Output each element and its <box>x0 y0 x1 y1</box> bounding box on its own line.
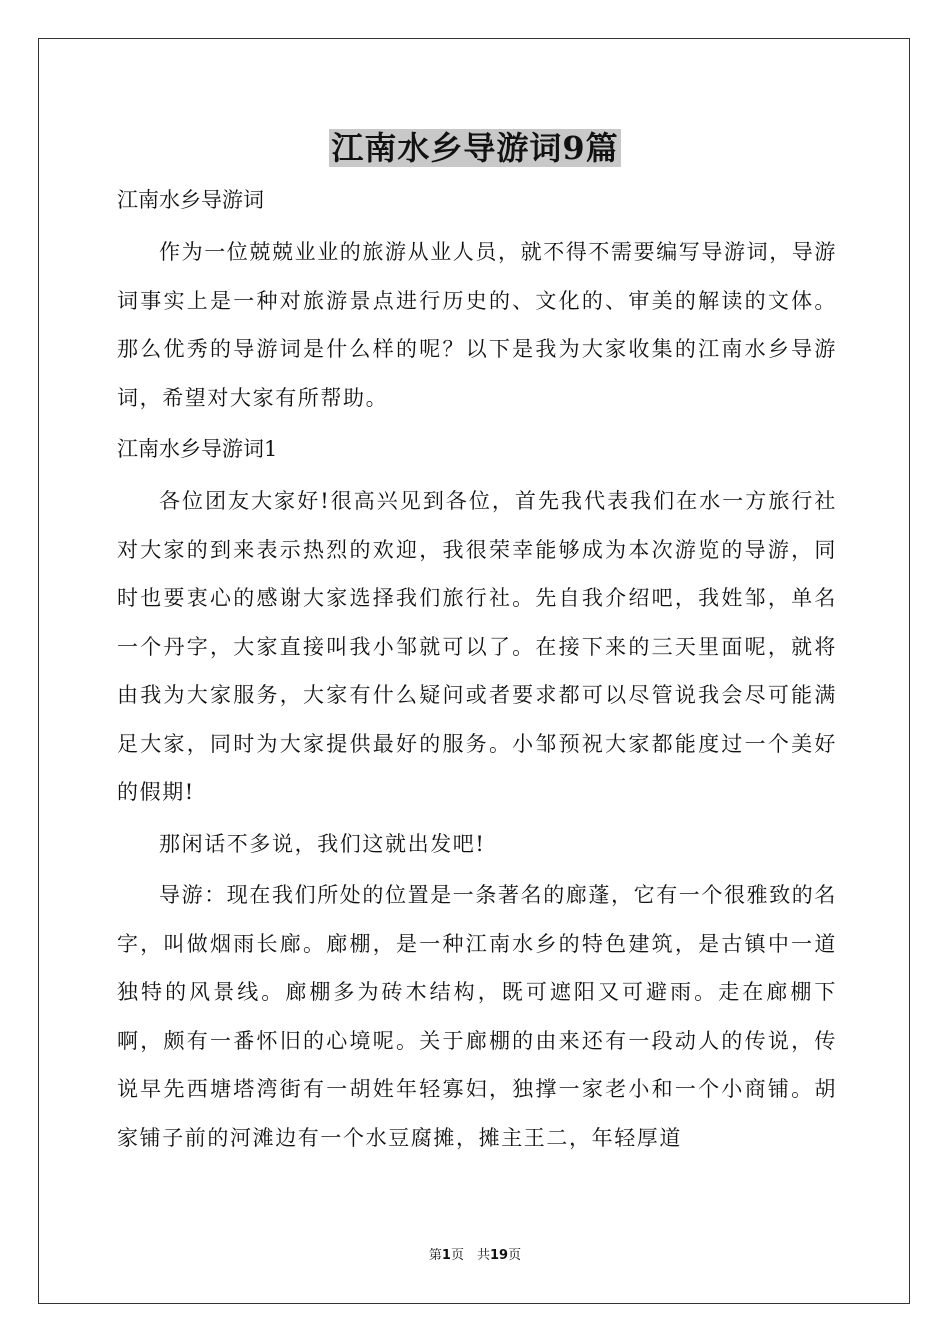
footer-page-number: 1 <box>441 1248 451 1263</box>
document-title-wrap <box>0 126 950 170</box>
paragraph-3: 导游：现在我们所处的位置是一条著名的廊蓬，它有一个很雅致的名字，叫做烟雨长廊。廊棚，是一种江南水乡的特色建筑，是古镇中一道独特的风景线。廊棚多为砖木结构，既可遮阳又可避雨。走在廊棚下啊，颇有一番怀旧的心境呢。关于廊棚的由来还有一段动人的传说，传说早先西塘塔湾街有一胡姓年轻寡妇，独撑一家老小和一个小商铺。胡家铺子前的河滩边有一个水豆腐摊，摊主王二，年轻厚道 <box>117 883 837 1150</box>
footer-prefix: 第 <box>428 1248 442 1263</box>
section-heading-main: 江南水乡导游词 <box>117 188 264 212</box>
paragraph-2: 那闲话不多说，我们这就出发吧! <box>159 831 486 856</box>
document-body <box>117 176 837 1165</box>
section-heading-1: 江南水乡导游词1 <box>117 437 278 461</box>
paragraph-1: 各位团友大家好!很高兴见到各位，首先我代表我们在水一方旅行社对大家的到来表示热烈的欢迎，我很荣幸能够成为本次游览的导游，同时也要衷心的感谢大家选择我们旅行社。先自我介绍吧，我姓邹，单名一个丹字，大家直接叫我小邹就可以了。在接下来的三天里面呢，就将由我为大家服务，大家有什么疑问或者要求都可以尽管说我会尽可能满足大家，同时为大家提供最好的服务。小邹预祝大家都能度过一个美好的假期! <box>117 489 837 804</box>
footer-total-pages: 19 <box>489 1248 509 1263</box>
footer-mid: 页 共 <box>450 1248 490 1263</box>
document-title: 江南水乡导游词9篇 <box>331 129 619 167</box>
intro-paragraph: 作为一位兢兢业业的旅游从业人员，就不得不需要编写导游词，导游词事实上是一种对旅游景点进行历史的、文化的、审美的解读的文体。那么优秀的导游词是什么样的呢？以下是我为大家收集的江南水乡导游词，希望对大家有所帮助。 <box>117 240 837 410</box>
footer-suffix: 页 <box>508 1248 522 1263</box>
page-footer <box>0 1244 950 1263</box>
